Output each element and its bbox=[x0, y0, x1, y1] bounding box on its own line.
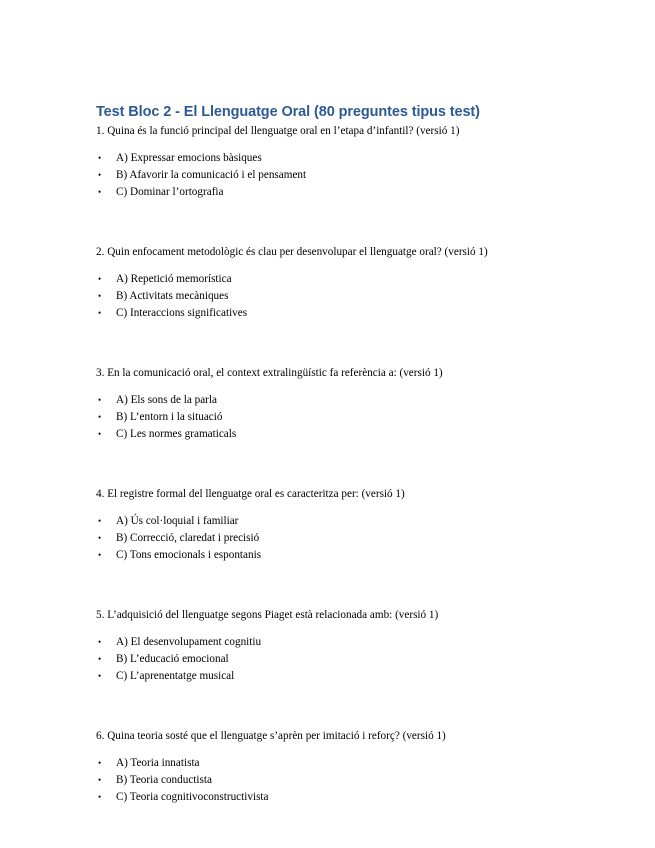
bullet-icon: • bbox=[98, 654, 102, 664]
bullet-icon: • bbox=[98, 550, 102, 560]
question-3 bbox=[96, 366, 616, 443]
option-label: B) Correcció, claredat i precisió bbox=[116, 532, 260, 544]
spacer bbox=[96, 322, 616, 366]
bullet-icon: • bbox=[98, 308, 102, 318]
question-text: 1. Quina és la funció principal del llenguatge oral en l’etapa d’infantil? (versió 1) bbox=[96, 125, 460, 137]
option-list bbox=[96, 513, 616, 564]
bullet-icon: • bbox=[98, 170, 102, 180]
question-1 bbox=[96, 124, 616, 201]
option-label: C) Les normes gramaticals bbox=[116, 428, 237, 440]
bullet-icon: • bbox=[98, 516, 102, 526]
option-c bbox=[96, 789, 616, 806]
option-label: B) Afavorir la comunicació i el pensament bbox=[116, 169, 307, 181]
bullet-icon: • bbox=[98, 153, 102, 163]
option-b bbox=[96, 530, 616, 547]
question-text: 6. Quina teoria sosté que el llenguatge s’aprèn per imitació i reforç? (versió 1) bbox=[96, 730, 446, 742]
option-b bbox=[96, 288, 616, 305]
bullet-icon: • bbox=[98, 395, 102, 405]
option-a bbox=[96, 513, 616, 530]
option-list bbox=[96, 150, 616, 201]
option-b bbox=[96, 409, 616, 426]
question-5 bbox=[96, 608, 616, 685]
question-4 bbox=[96, 487, 616, 564]
option-list bbox=[96, 634, 616, 685]
option-c bbox=[96, 184, 616, 201]
option-label: A) Repetició memorística bbox=[116, 273, 232, 285]
bullet-icon: • bbox=[98, 671, 102, 681]
spacer bbox=[96, 564, 616, 608]
option-label: B) Teoria conductista bbox=[116, 774, 212, 786]
option-label: C) Teoria cognitivoconstructivista bbox=[116, 791, 269, 803]
question-text: 5. L’adquisició del llenguatge segons Piaget està relacionada amb: (versió 1) bbox=[96, 609, 439, 621]
question-text: 4. El registre formal del llenguatge oral es caracteritza per: (versió 1) bbox=[96, 488, 405, 500]
bullet-icon: • bbox=[98, 637, 102, 647]
option-a bbox=[96, 755, 616, 772]
spacer bbox=[96, 685, 616, 729]
option-b bbox=[96, 772, 616, 789]
option-list bbox=[96, 271, 616, 322]
bullet-icon: • bbox=[98, 187, 102, 197]
option-label: C) L’aprenentatge musical bbox=[116, 670, 235, 682]
option-a bbox=[96, 392, 616, 409]
option-b bbox=[96, 167, 616, 184]
option-c bbox=[96, 426, 616, 443]
option-label: A) Expressar emocions bàsiques bbox=[116, 152, 262, 164]
option-label: A) El desenvolupament cognitiu bbox=[116, 636, 262, 648]
bullet-icon: • bbox=[98, 758, 102, 768]
option-b bbox=[96, 651, 616, 668]
question-6 bbox=[96, 729, 616, 806]
question-text: 2. Quin enfocament metodològic és clau per desenvolupar el llenguatge oral? (versió 1) bbox=[96, 246, 488, 258]
option-label: A) Ús col·loquial i familiar bbox=[116, 515, 239, 527]
option-label: B) L’entorn i la situació bbox=[116, 411, 223, 423]
bullet-icon: • bbox=[98, 274, 102, 284]
option-c bbox=[96, 547, 616, 564]
bullet-icon: • bbox=[98, 291, 102, 301]
document-page bbox=[96, 102, 616, 806]
spacer bbox=[96, 443, 616, 487]
bullet-icon: • bbox=[98, 412, 102, 422]
option-label: A) Teoria innatista bbox=[116, 757, 200, 769]
option-list bbox=[96, 755, 616, 806]
option-list bbox=[96, 392, 616, 443]
document-title: Test Bloc 2 - El Llenguatge Oral (80 preguntes tipus test) bbox=[96, 104, 480, 120]
option-a bbox=[96, 271, 616, 288]
question-text: 3. En la comunicació oral, el context extralingüístic fa referència a: (versió 1) bbox=[96, 367, 443, 379]
bullet-icon: • bbox=[98, 429, 102, 439]
bullet-icon: • bbox=[98, 792, 102, 802]
option-label: C) Tons emocionals i espontanis bbox=[116, 549, 262, 561]
spacer bbox=[96, 201, 616, 245]
bullet-icon: • bbox=[98, 775, 102, 785]
option-label: B) Activitats mecàniques bbox=[116, 290, 229, 302]
option-label: C) Interaccions significatives bbox=[116, 307, 248, 319]
option-label: A) Els sons de la parla bbox=[116, 394, 217, 406]
option-a bbox=[96, 150, 616, 167]
bullet-icon: • bbox=[98, 533, 102, 543]
question-2 bbox=[96, 245, 616, 322]
option-c bbox=[96, 305, 616, 322]
option-c bbox=[96, 668, 616, 685]
option-label: B) L’educació emocional bbox=[116, 653, 229, 665]
option-a bbox=[96, 634, 616, 651]
option-label: C) Dominar l’ortografia bbox=[116, 186, 224, 198]
